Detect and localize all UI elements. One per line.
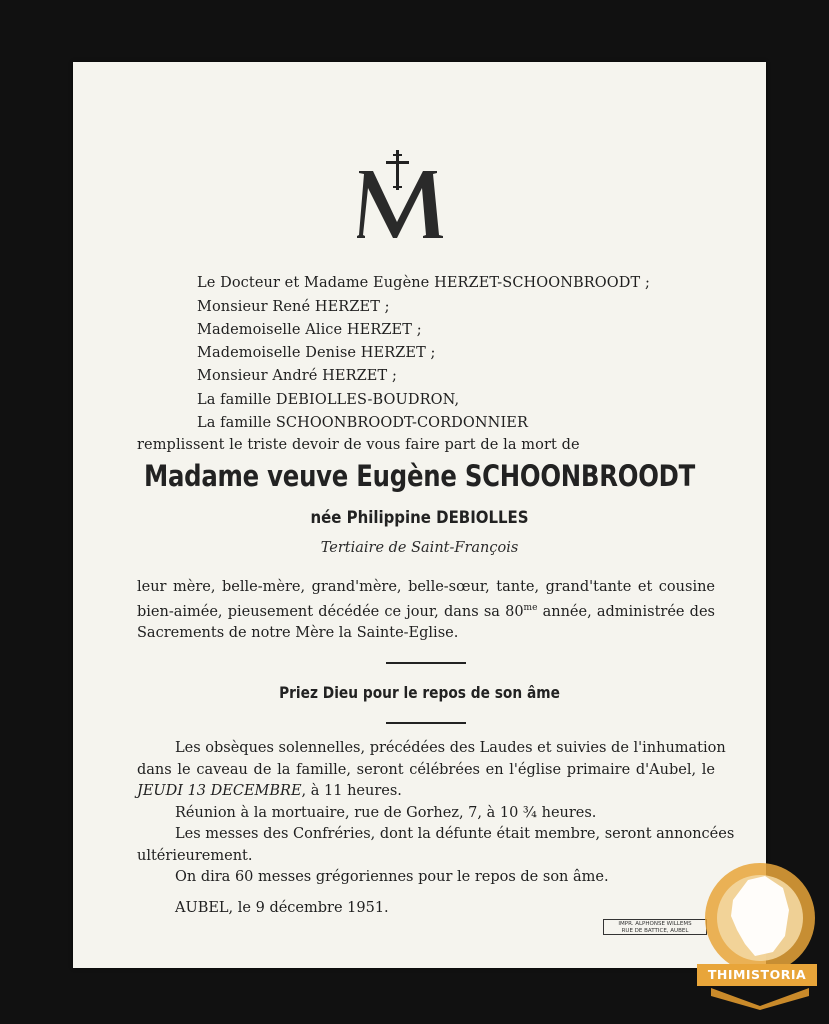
family-line: Mademoiselle Alice HERZET ; xyxy=(197,322,422,338)
memorial-card xyxy=(73,62,766,968)
printer-stamp: IMPR. ALPHONSE WILLEMS RUE DE BATTICE, AUBEL xyxy=(603,919,707,935)
family-line: La famille SCHOONBROODT-CORDONNIER xyxy=(197,415,528,431)
divider-top xyxy=(386,662,466,664)
family-line: Mademoiselle Denise HERZET ; xyxy=(197,345,436,361)
prayer-heading: Priez Dieu pour le repos de son âme xyxy=(279,683,560,702)
deceased-name: Madame veuve Eugène SCHOONBROODT xyxy=(144,459,695,493)
birth-name: née Philippine DEBIOLLES xyxy=(310,508,529,528)
funeral-line: dans le caveau de la famille, seront célébrées en l'église primaire d'Aubel, le xyxy=(137,761,715,778)
relations-line-2: bien-aimée, pieusement décédée ce jour, dans sa $80^{me}$ année, administrée des xyxy=(137,603,715,620)
divider-bottom xyxy=(386,722,466,724)
family-line: La famille DEBIOLLES-BOUDRON, xyxy=(197,392,460,408)
funeral-line: On dira 60 messes grégoriennes pour le repos de son âme. xyxy=(175,869,609,885)
announcement-line: remplissent le triste devoir de vous faire part de la mort de xyxy=(137,437,580,453)
funeral-date: JEUDI 13 DECEMBRE xyxy=(137,783,302,799)
marian-monogram-icon xyxy=(351,150,447,240)
family-line: Le Docteur et Madame Eugène HERZET-SCHOONBROODT ; xyxy=(197,275,650,291)
relations-line-1: leur mère, belle-mère, grand'mère, belle-sœur, tante, grand'tante et cousine xyxy=(137,579,715,595)
funeral-line: ultérieurement. xyxy=(137,847,253,864)
thimistoria-logo-icon xyxy=(693,860,823,1010)
place-and-date: AUBEL, le 9 décembre 1951. xyxy=(175,900,389,916)
relations-paragraph xyxy=(137,577,715,644)
funeral-line: Réunion à la mortuaire, rue de Gorhez, 7, à 10 ¾ heures. xyxy=(175,804,597,821)
funeral-details xyxy=(137,738,735,889)
funeral-date-line: JEUDI 13 DECEMBRE, à 11 heures. xyxy=(137,783,402,799)
watermark-text: THIMISTORIA xyxy=(697,964,817,986)
funeral-line: Les obsèques solennelles, précédées des Laudes et suivies de l'inhumation xyxy=(175,740,726,756)
relations-line-3: Sacrements de notre Mère la Sainte-Eglise. xyxy=(137,624,459,641)
family-line: Monsieur René HERZET ; xyxy=(197,299,390,315)
religious-order: Tertiaire de Saint-François xyxy=(320,540,519,556)
funeral-line: Les messes des Confréries, dont la défunte était membre, seront annoncées xyxy=(175,826,735,842)
family-line: Monsieur André HERZET ; xyxy=(197,368,397,384)
